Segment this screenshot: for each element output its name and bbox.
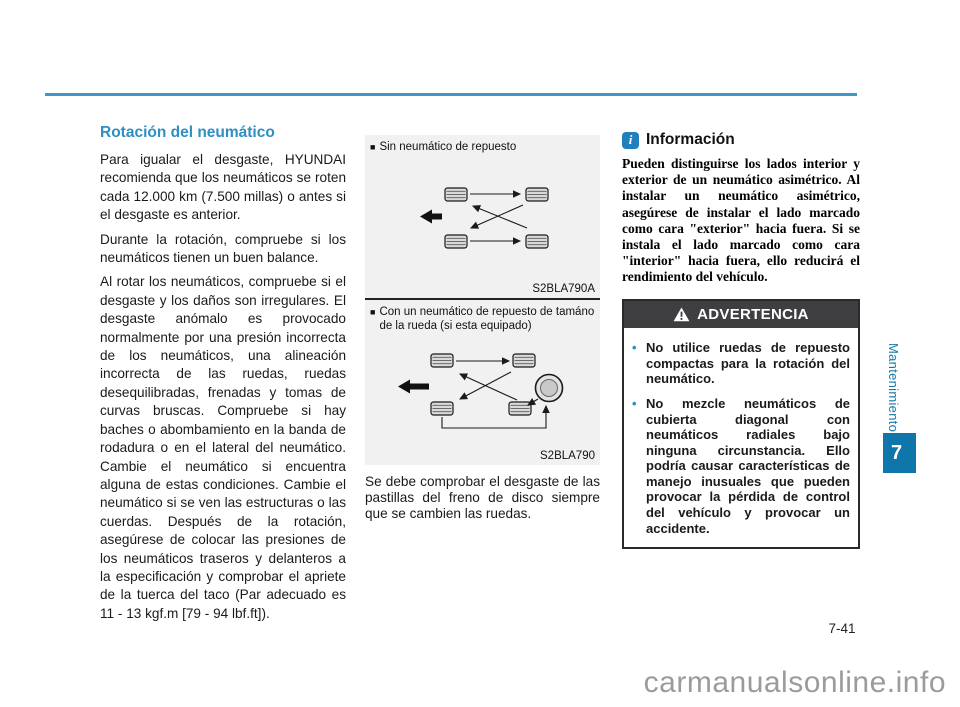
chapter-tab: 7 xyxy=(883,433,916,473)
watermark: carmanualsonline.info xyxy=(643,666,946,699)
warning-body xyxy=(624,328,858,547)
section-title: Rotación del neumático xyxy=(100,124,275,141)
warning-title: ADVERTENCIA xyxy=(697,306,809,324)
figure-tire-rotation-no-spare xyxy=(365,135,600,300)
warning-header xyxy=(624,301,858,328)
front-direction-arrow-icon xyxy=(420,210,442,224)
figure-caption: ■ Con un neumático de repuesto de tamáno de la rueda (si esta equipado) xyxy=(370,306,595,332)
square-bullet-icon: ■ xyxy=(370,307,376,317)
paragraph: Durante la rotación, compruebe si los neumáticos tienen un buen balance. xyxy=(100,231,346,266)
paragraph: Al rotar los neumáticos, compruebe si el desgaste y los daños son irregulares. El desgaste anómalo es provocado normalmente por una presión incorrecta de los neumáticos, una alineación incorrecta de las ruedas, ruedas desequilibradas, frenadas y tomas de curvas bruscas. Compruebe si hay baches o abombamiento en la banda de rodadura o en el lateral del neumático. Cambie el neumático si encuentra alguna de estas condiciones. Cambie el neumático si se ven las estructuras o las cuerdas. Después de la rotación, asegúrese de colocar las presiones de los neumáticos traseros y delanteros a la especificación y comprobar el apriete de la tuerca del taco (Par adecuado es 11 - 13 kgf.m [79 - 94 lbf.ft]). xyxy=(100,274,346,621)
warning-item: • No utilice ruedas de repuesto compactas para la rotación del neumático. xyxy=(632,340,850,387)
info-heading xyxy=(622,131,860,149)
bullet-icon: • xyxy=(632,340,637,356)
middle-column xyxy=(365,135,600,535)
right-column xyxy=(622,131,860,549)
figure-caption: ■ Sin neumático de repuesto xyxy=(370,141,517,153)
paragraph: Para igualar el desgaste, HYUNDAI recomienda que los neumáticos se roten cada 12.000 km (7.500 millas) o antes si el desgaste es anterior. xyxy=(100,152,346,223)
header-rule xyxy=(45,93,857,96)
info-icon: i xyxy=(622,132,639,149)
tire-rotation-diagram-icon xyxy=(365,135,600,298)
info-body: Pueden distinguirse los lados interior y exterior de un neumático asimétrico. Al instalar un neumático asimétrico, asegúrese de instalar el lado marcado como cara "exterior" hacia fuera. Si se instala el lado marcado como cara "interior" hacia fuera, ello reducirá el rendimiento del vehículo. xyxy=(622,156,860,285)
info-title: Información xyxy=(646,131,735,148)
bullet-icon: • xyxy=(632,395,637,411)
warning-triangle-icon xyxy=(673,307,690,322)
figure-code: S2BLA790 xyxy=(540,450,595,462)
square-bullet-icon: ■ xyxy=(370,142,376,152)
chapter-label: Mantenimiento xyxy=(886,343,901,433)
warning-item: • No mezcle neumáticos de cubierta diagonal con neumáticos radiales bajo ninguna circunstancia. Ello podría causar características de manejo inusuales que pueden provocar la pérdida de control del vehículo y provocar un accidente. xyxy=(632,395,850,536)
figure-code: S2BLA790A xyxy=(532,283,595,295)
left-column xyxy=(100,124,346,629)
figure-tire-rotation-with-spare xyxy=(365,300,600,465)
front-direction-arrow-icon xyxy=(398,380,429,394)
warning-box xyxy=(622,299,860,549)
brake-pad-note: Se debe comprobar el desgaste de las pastillas del freno de disco siempre que se cambien las ruedas. xyxy=(365,474,600,521)
page-number: 7-41 xyxy=(828,621,856,636)
